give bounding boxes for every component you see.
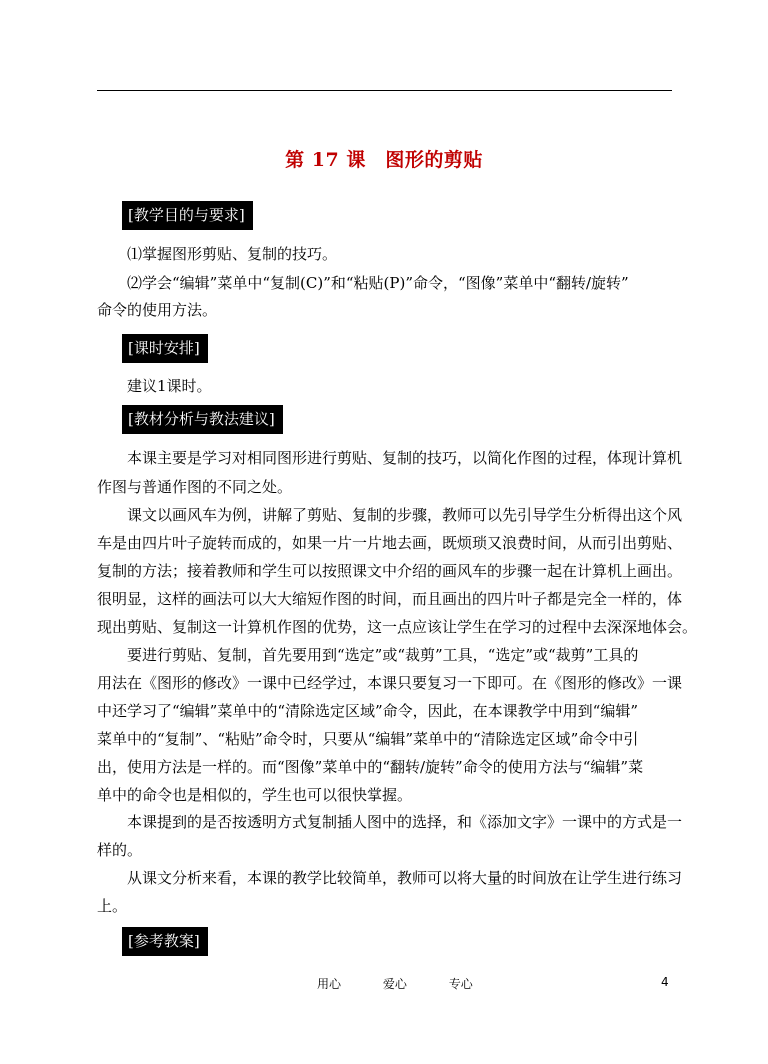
section-label-plan: [参考教案] <box>122 927 208 956</box>
analysis-p3-line-1: 要进行剪贴、复制，首先要用到“选定”或“裁剪”工具，“选定”或“裁剪”工具的 <box>127 646 639 664</box>
analysis-p1-line-2: 作图与普通作图的不同之处。 <box>97 478 293 496</box>
analysis-p2-line-4: 很明显，这样的画法可以大大缩短作图的时间，而且画出的四片叶子都是完全一样的，体 <box>97 590 683 608</box>
analysis-p2-line-3: 复制的方法；接着教师和学生可以按照课文中介绍的画风车的步骤一起在计算机上画出。 <box>97 562 683 580</box>
analysis-p3-line-3: 中还学习了“编辑”菜单中的“清除选定区域”命令，因此，在本课教学中用到“编辑” <box>97 702 639 720</box>
goal-item-2-line-1: ⑵学会“编辑”菜单中“复制(C)”和“粘贴(P)”命令，“图像”菜单中“翻转/旋转” <box>127 274 629 292</box>
lesson-title: 第 17 课 图形的剪贴 <box>285 149 483 171</box>
section-label-analysis: [教材分析与教法建议] <box>122 405 283 434</box>
footer-motto-3: 专心 <box>448 977 473 991</box>
analysis-p2-line-1: 课文以画风车为例，讲解了剪贴、复制的步骤，教师可以先引导学生分析得出这个风 <box>127 506 683 524</box>
section-label-goals: [教学目的与要求] <box>122 201 253 230</box>
header-rule <box>97 90 672 91</box>
analysis-p3-line-4: 菜单中的“复制”、“粘贴”命令时，只要从“编辑”菜单中的“清除选定区域”命令中引 <box>97 730 639 748</box>
analysis-p5-line-1: 从课文分析来看，本课的教学比较简单，教师可以将大量的时间放在让学生进行练习 <box>127 869 683 887</box>
footer-motto-2: 爱心 <box>382 977 407 991</box>
analysis-p2-line-2: 车是由四片叶子旋转而成的，如果一片一片地去画，既烦琐又浪费时间，从而引出剪贴、 <box>97 534 683 552</box>
section-label-hours: [课时安排] <box>122 334 208 363</box>
goal-item-1: ⑴掌握图形剪贴、复制的技巧。 <box>127 245 338 263</box>
goal-item-2-line-2: 命令的使用方法。 <box>97 301 218 319</box>
page-number: 4 <box>661 975 669 989</box>
footer-motto-1: 用心 <box>317 977 342 991</box>
footer-mottos <box>317 975 511 992</box>
analysis-p1-line-1: 本课主要是学习对相同图形进行剪贴、复制的技巧，以简化作图的过程，体现计算机 <box>127 449 683 467</box>
analysis-p4-line-2: 样的。 <box>97 841 143 859</box>
analysis-p2-line-5: 现出剪贴、复制这一计算机作图的优势，这一点应该让学生在学习的过程中去深深地体会。 <box>97 618 698 636</box>
analysis-p3-line-5: 出，使用方法是一样的。而“图像”菜单中的“翻转/旋转”命令的使用方法与“编辑”菜 <box>97 758 644 776</box>
analysis-p3-line-6: 单中的命令也是相似的，学生也可以很快掌握。 <box>97 786 413 804</box>
hours-text: 建议1课时。 <box>127 377 212 395</box>
analysis-p3-line-2: 用法在《图形的修改》一课中已经学过，本课只要复习一下即可。在《图形的修改》一课 <box>97 674 683 692</box>
analysis-p5-line-2: 上。 <box>97 897 128 915</box>
analysis-p4-line-1: 本课提到的是否按透明方式复制插人图中的选择，和《添加文字》一课中的方式是一 <box>127 813 683 831</box>
